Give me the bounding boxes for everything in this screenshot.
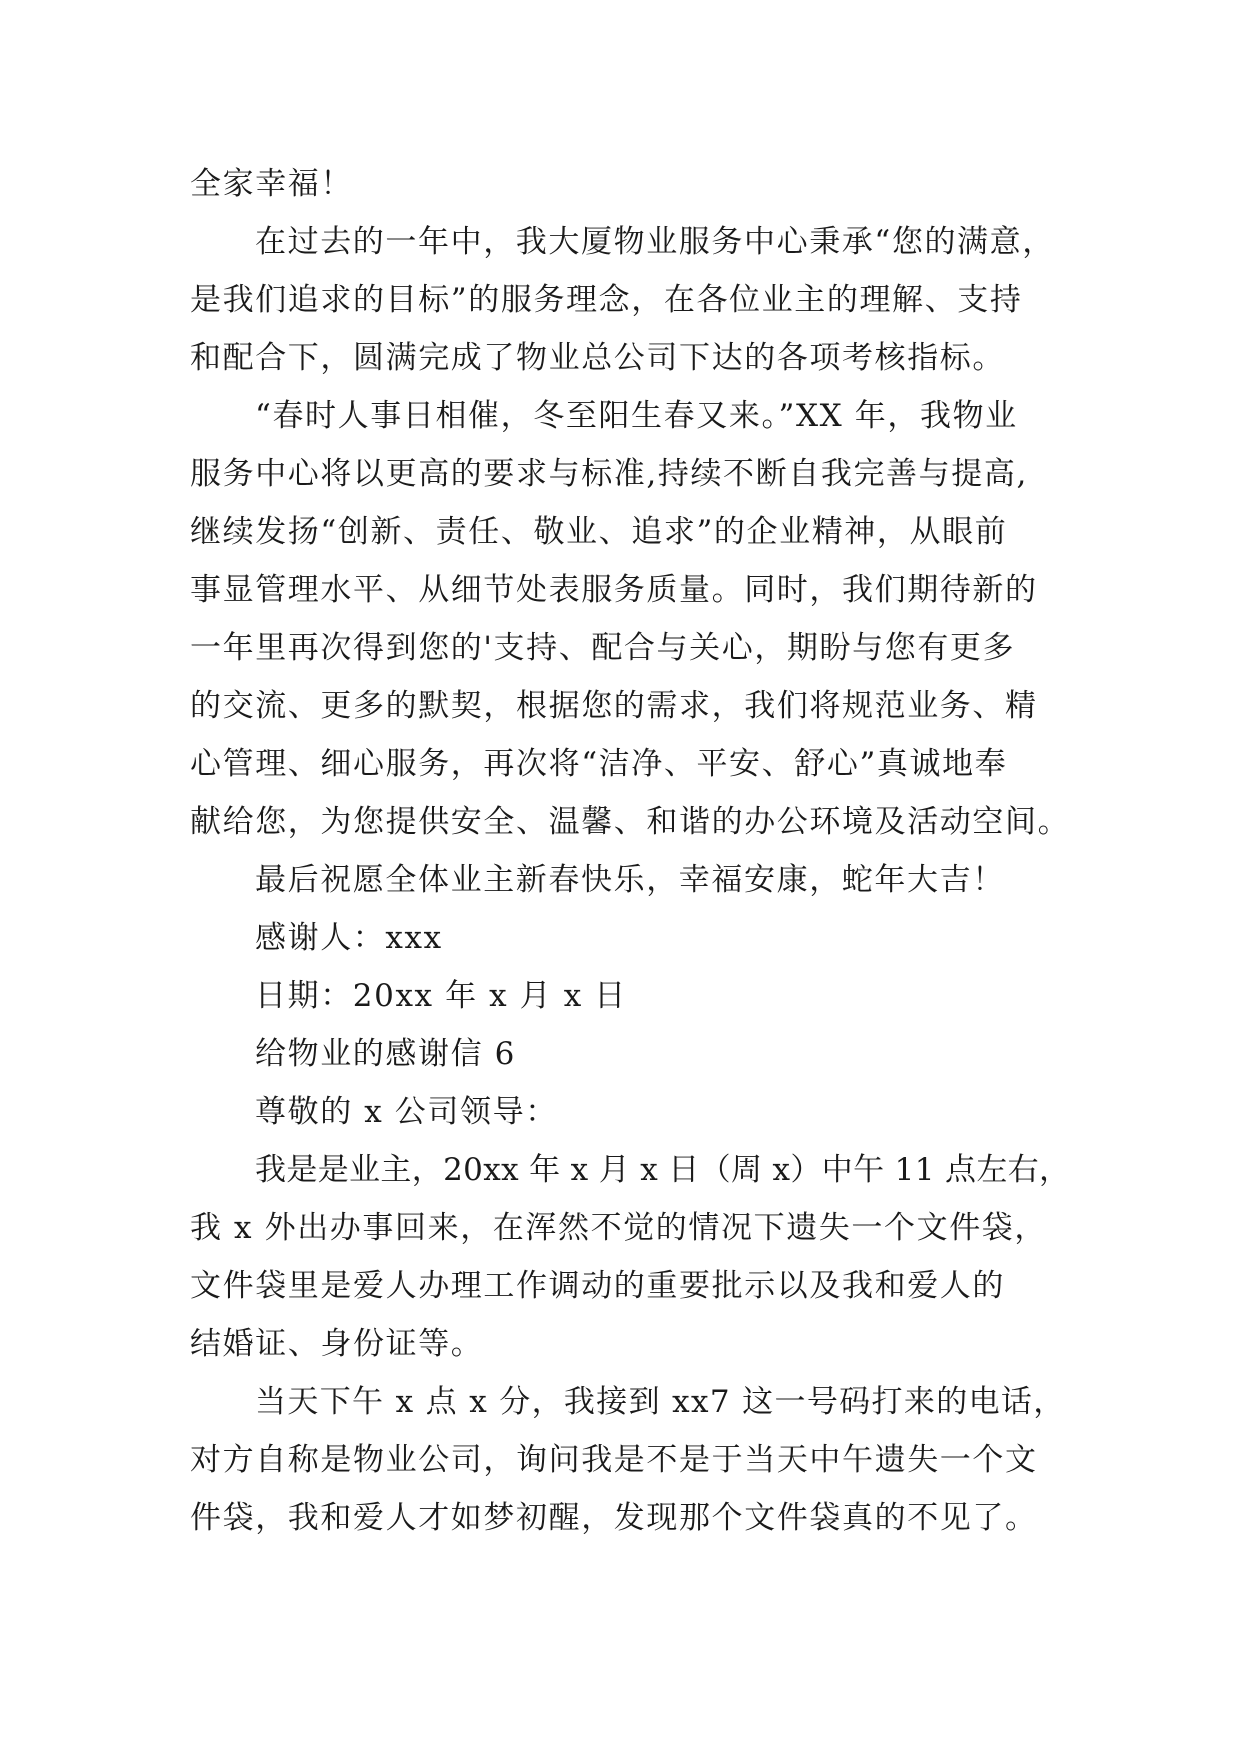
text-line-9: 一年里再次得到您的'支持、配合与关心，期盼与您有更多 [190,630,1016,666]
text-line-5: “春时人事日相催，冬至阳生春又来。”XX 年，我物业 [255,398,1018,434]
text-line-13: 最后祝愿全体业主新春快乐，幸福安康，蛇年大吉！ [255,862,1005,898]
text-line-23: 对方自称是物业公司，询问我是不是于当天中午遗失一个文 [190,1442,1038,1478]
text-line-2: 在过去的一年中，我大厦物业服务中心秉承“您的满意， [255,224,1055,260]
text-line-12: 献给您，为您提供安全、温馨、和谐的办公环境及活动空间。 [190,804,1071,840]
text-line-20: 文件袋里是爱人办理工作调动的重要批示以及我和爱人的 [190,1268,1005,1304]
text-line-19: 我 x 外出办事回来，在浑然不觉的情况下遗失一个文件袋， [190,1210,1047,1246]
text-line-10: 的交流、更多的默契，根据您的需求，我们将规范业务、精 [190,688,1038,724]
text-line-8: 事显管理水平、从细节处表服务质量。同时，我们期待新的 [190,572,1038,608]
text-line-3: 是我们追求的目标”的服务理念，在各位业主的理解、支持 [190,282,1023,318]
text-line-22: 当天下午 x 点 x 分，我接到 xx7 这一号码打来的电话， [255,1384,1066,1420]
text-line-16: 给物业的感谢信 6 [255,1036,516,1072]
text-line-7: 继续发扬“创新、责任、敬业、追求”的企业精神，从眼前 [190,514,1008,550]
text-line-1: 全家幸福！ [190,166,353,202]
text-line-11: 心管理、细心服务，再次将“洁净、平安、舒心”真诚地奉 [190,746,1008,782]
text-line-4: 和配合下，圆满完成了物业总公司下达的各项考核指标。 [190,340,1005,376]
text-line-15: 日期：20xx 年 x 月 x 日 [255,978,627,1014]
text-line-24: 件袋，我和爱人才如梦初醒，发现那个文件袋真的不见了。 [190,1500,1038,1536]
text-line-14: 感谢人：xxx [255,920,443,956]
text-line-18: 我是是业主，20xx 年 x 月 x 日（周 x）中午 11 点左右， [255,1152,1071,1188]
text-line-17: 尊敬的 x 公司领导： [255,1094,558,1130]
text-line-21: 结婚证、身份证等。 [190,1326,484,1362]
text-line-6: 服务中心将以更高的要求与标准,持续不断自我完善与提高, [190,456,1028,492]
